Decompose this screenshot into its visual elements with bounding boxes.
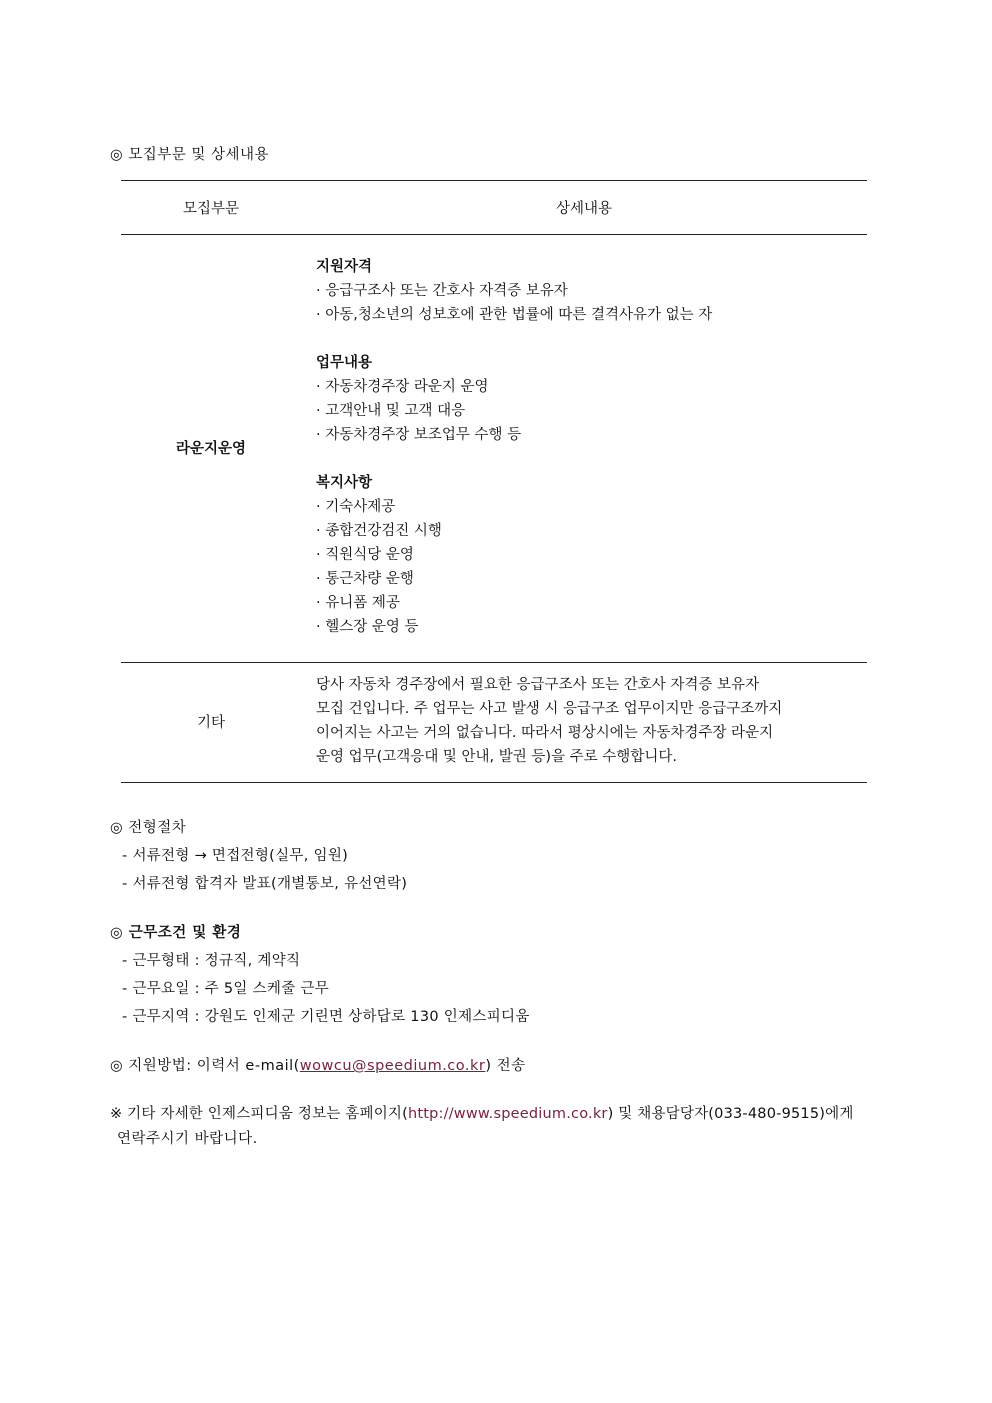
note-line-2: 연락주시기 바랍니다. <box>117 1131 258 1147</box>
list-item: · 응급구조사 또는 간호사 자격증 보유자 <box>316 283 568 299</box>
list-item: - 서류전형 → 면접전형(실무, 임원) <box>122 848 349 864</box>
apply-suffix: ) 전송 <box>485 1058 526 1074</box>
list-item: - 근무형태 : 정규직, 계약직 <box>122 953 301 969</box>
note-prefix: ※ 기타 자세한 인제스피디움 정보는 홈페이지( <box>110 1106 408 1122</box>
table-bottom-border <box>121 782 867 783</box>
list-item: · 자동차경주장 보조업무 수행 등 <box>316 427 522 443</box>
apply-line <box>110 1054 526 1075</box>
details-lounge <box>316 255 866 639</box>
table-header-border <box>121 234 867 235</box>
group-title-qualification: 지원자격 <box>316 259 373 275</box>
header-details: 상세내용 <box>555 201 613 217</box>
paragraph-line: 당사 자동차 경주장에서 필요한 응급구조사 또는 간호사 자격증 보유자 <box>316 677 760 693</box>
section-title-recruitment: ◎ 모집부문 및 상세내용 <box>110 147 270 163</box>
list-item: - 근무요일 : 주 5일 스케줄 근무 <box>122 981 330 997</box>
category-etc: 기타 <box>196 715 225 731</box>
list-item: · 종합건강검진 시행 <box>316 523 442 539</box>
list-item: · 헬스장 운영 등 <box>316 619 419 635</box>
list-item: - 서류전형 합격자 발표(개별통보, 유선연락) <box>122 876 408 892</box>
header-category: 모집부문 <box>182 201 240 217</box>
group-title-duties: 업무내용 <box>316 355 373 371</box>
note-suffix: ) 및 채용담당자(033-480-9515)에게 <box>607 1106 854 1122</box>
note-line <box>110 1102 854 1123</box>
group-title-benefits: 복지사항 <box>316 475 373 491</box>
list-item: · 기숙사제공 <box>316 499 396 515</box>
paragraph-line: 모집 건입니다. 주 업무는 사고 발생 시 응급구조 업무이지만 응급구조까지 <box>316 701 783 717</box>
table-top-border <box>121 180 867 181</box>
section-title-conditions: ◎ 근무조건 및 환경 <box>110 925 242 941</box>
list-item: - 근무지역 : 강원도 인제군 기린면 상하답로 130 인제스피디움 <box>122 1009 530 1025</box>
list-item: · 아동,청소년의 성보호에 관한 법률에 따른 결격사유가 없는 자 <box>316 307 713 323</box>
email-link[interactable]: wowcu@speedium.co.kr <box>299 1058 486 1074</box>
category-lounge: 라운지운영 <box>175 441 247 457</box>
list-item: · 직원식당 운영 <box>316 547 414 563</box>
list-item: · 자동차경주장 라운지 운영 <box>316 379 489 395</box>
apply-prefix: ◎ 지원방법: 이력서 e-mail( <box>110 1058 300 1074</box>
list-item: · 고객안내 및 고객 대응 <box>316 403 466 419</box>
section-title-selection: ◎ 전형절차 <box>110 820 187 836</box>
homepage-link[interactable]: http://www.speedium.co.kr <box>407 1106 608 1122</box>
paragraph-line: 운영 업무(고객응대 및 안내, 발권 등)을 주로 수행합니다. <box>316 749 677 765</box>
table-row-border <box>121 662 867 663</box>
list-item: · 유니폼 제공 <box>316 595 400 611</box>
paragraph-line: 이어지는 사고는 거의 없습니다. 따라서 평상시에는 자동차경주장 라운지 <box>316 725 774 741</box>
details-etc <box>316 673 866 769</box>
list-item: · 통근차량 운행 <box>316 571 414 587</box>
